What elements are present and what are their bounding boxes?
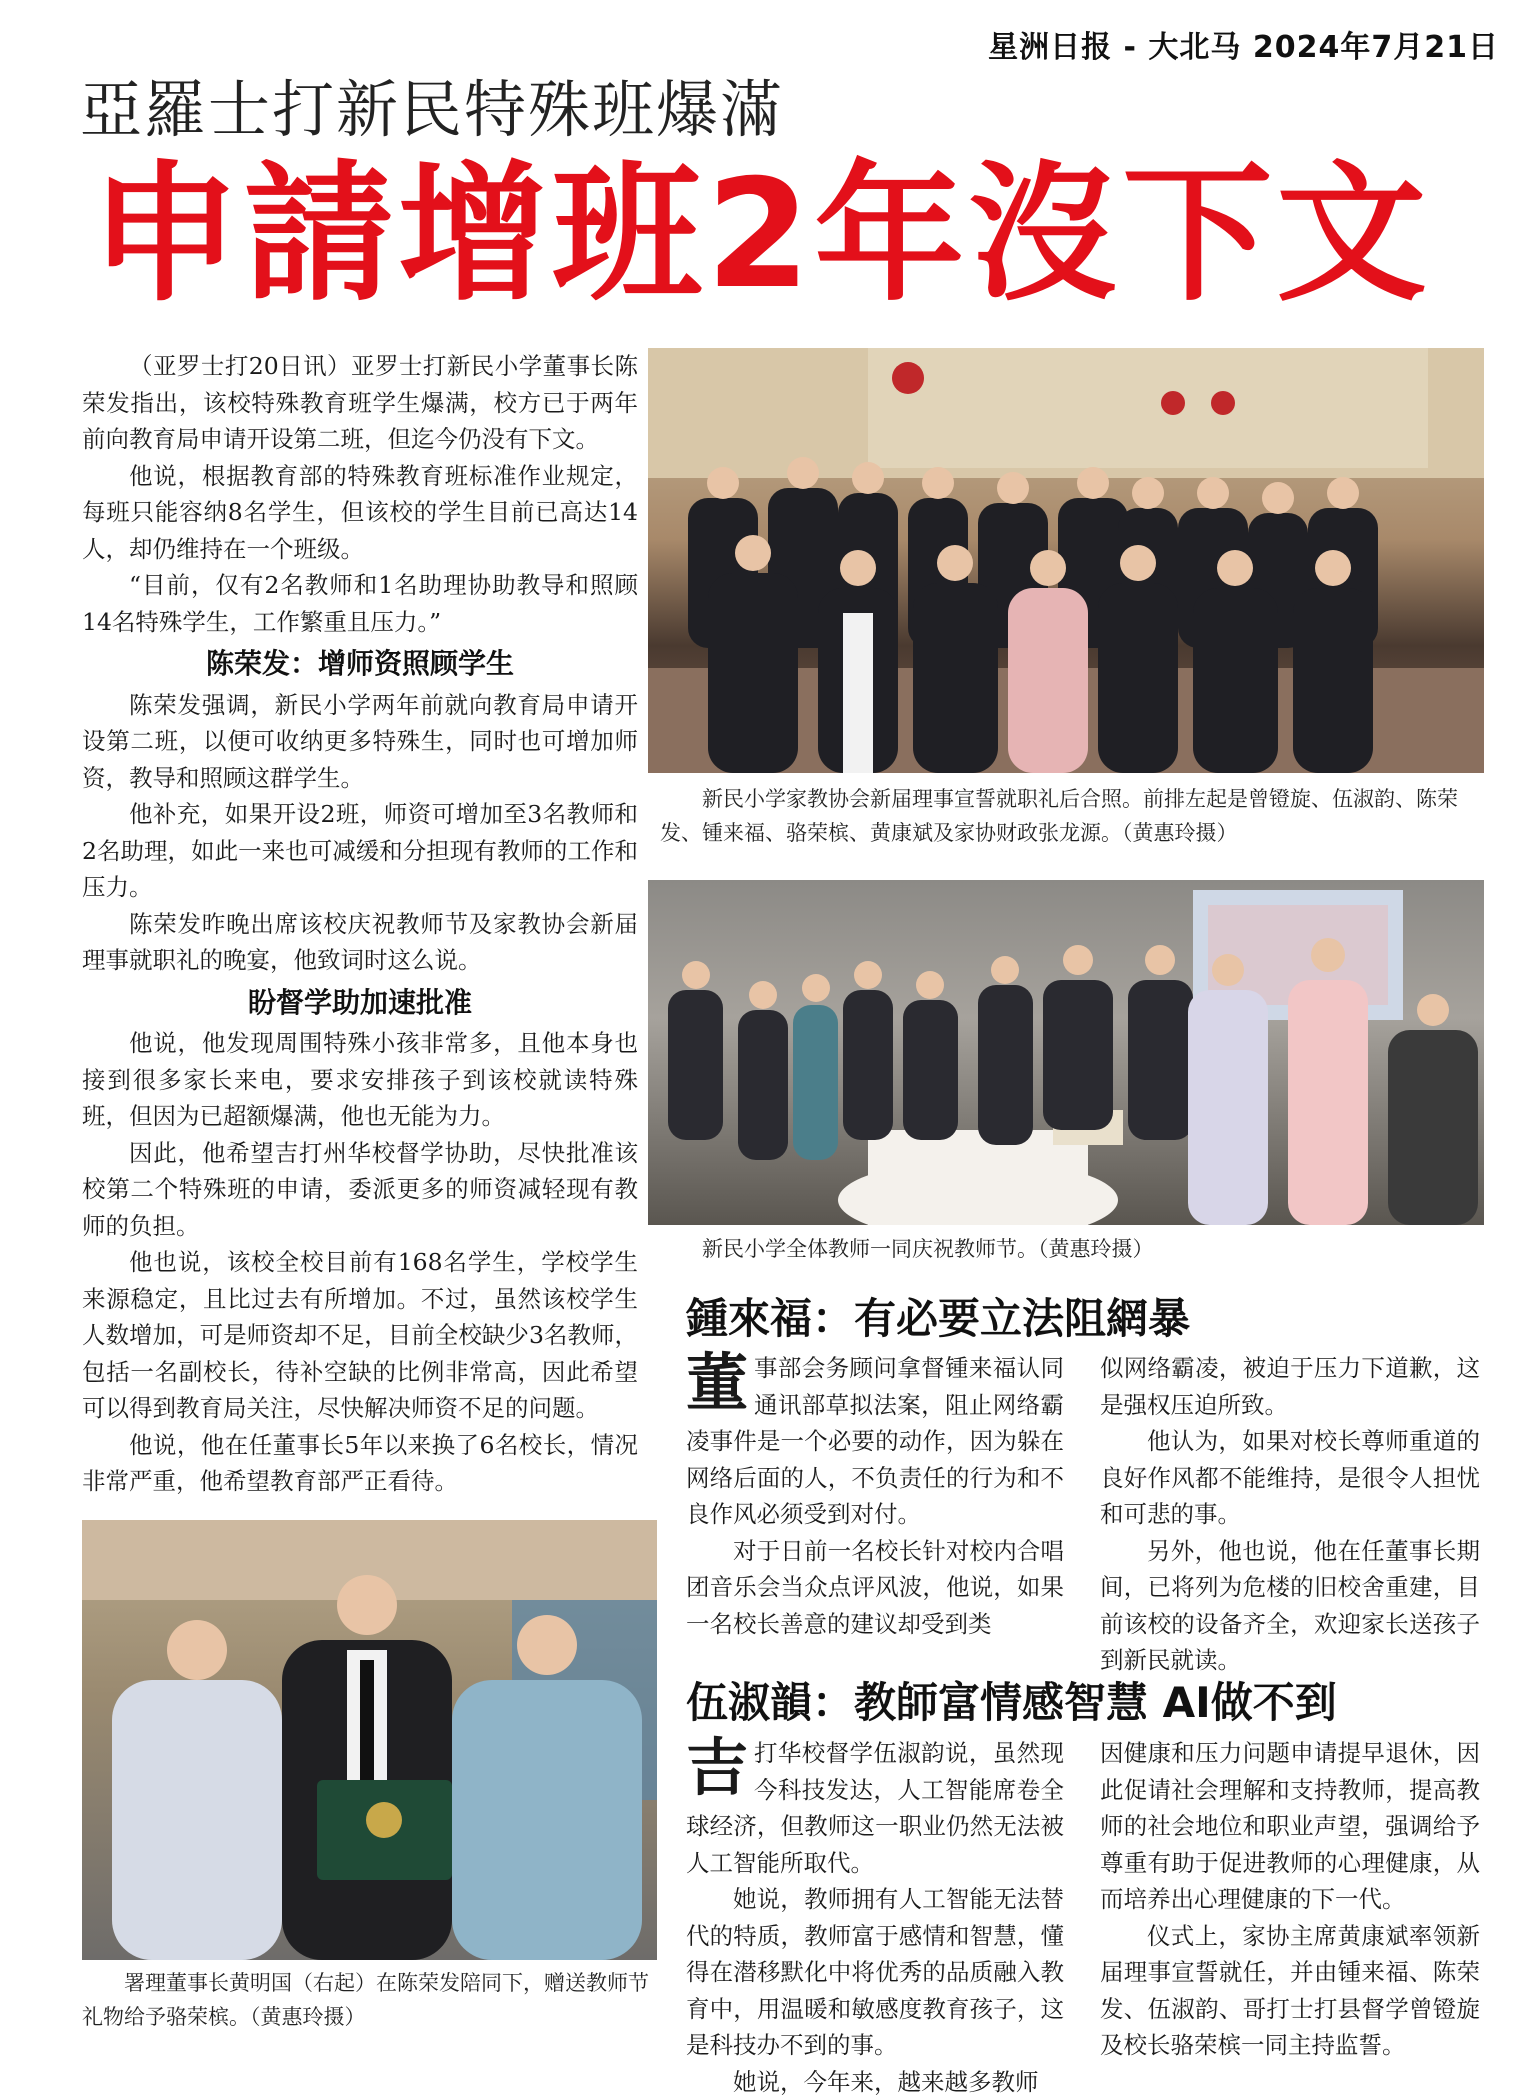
paragraph: 他说，根据教育部的特殊教育班标准作业规定，每班只能容纳8名学生，但该校的学生目前已高达14人，却仍维持在一个班级。	[82, 458, 638, 568]
photo-caption: 新民小学全体教师一同庆祝教师节。（黄惠玲摄）	[660, 1232, 1480, 1266]
photo-caption: 署理董事长黄明国（右起）在陈荣发陪同下，赠送教师节礼物给予骆荣槟。（黄惠玲摄）	[82, 1966, 657, 2034]
paragraph: 仪式上，家协主席黄康斌率领新届理事宣誓就任，并由锺来福、陈荣发、伍淑韵、哥打士打县督学曾镫旋及校长骆荣槟一同主持监誓。	[1100, 1918, 1480, 2064]
paragraph: “目前，仅有2名教师和1名助理协助教导和照顾14名特殊学生，工作繁重且压力。”	[82, 567, 638, 640]
celebration-photo-illustration	[648, 880, 1484, 1225]
paragraph: 另外，他也说，他在任董事长期间，已将列为危楼的旧校舍重建，目前该校的设备齐全，欢迎家长送孩子到新民就读。	[1100, 1533, 1480, 1679]
paragraph: 她说，教师拥有人工智能无法替代的特质，教师富于感情和智慧，懂得在潜移默化中将优秀的品质融入教育中，用温暖和敏感度教育孩子，这是科技办不到的事。	[686, 1881, 1064, 2064]
gift-photo-illustration	[82, 1520, 657, 1960]
main-headline: 申請增班2年沒下文	[90, 150, 1460, 320]
paragraph-text: 事部会务顾问拿督锺来福认同通讯部草拟法案，阻止网络霸凌事件是一个必要的动作，因为躲在网络后面的人，不负责任的行为和不良作风必须受到对付。	[686, 1354, 1064, 1528]
paragraph: 他说，他在任董事长5年以来换了6名校长，情况非常严重，他希望教育部严正看待。	[82, 1427, 638, 1500]
group-photo-illustration	[648, 348, 1484, 773]
kicker-headline: 亞羅士打新民特殊班爆滿	[80, 60, 784, 149]
subheading: 陈荣发：增师资照顾学生	[82, 646, 638, 683]
masthead: 星洲日报 - 大北马 2024年7月21日	[988, 22, 1499, 66]
section-headline: 伍淑韻：教師富情感智慧 AI做不到	[686, 1670, 1337, 1730]
gift-photo	[82, 1520, 657, 1960]
paragraph-text: 打华校督学伍淑韵说，虽然现今科技发达，人工智能席卷全球经济，但教师这一职业仍然无法被人工智能所取代。	[686, 1739, 1064, 1877]
group-photo	[648, 348, 1484, 773]
drop-cap: 董	[686, 1352, 748, 1414]
section2-left-column	[686, 1735, 1064, 2100]
paragraph: 他补充，如果开设2班，师资可增加至3名教师和2名助理，如此一来也可减缓和分担现有教师的工作和压力。	[82, 796, 638, 906]
paragraph: 他说，他发现周围特殊小孩非常多，且他本身也接到很多家长来电，要求安排孩子到该校就读特殊班，但因为已超额爆满，他也无能为力。	[82, 1025, 638, 1135]
paragraph: 陈荣发昨晚出席该校庆祝教师节及家教协会新届理事就职礼的晚宴，他致词时这么说。	[82, 906, 638, 979]
paragraph: 陈荣发强调，新民小学两年前就向教育局申请开设第二班，以便可收纳更多特殊生，同时也可增加师资，教导和照顾这群学生。	[82, 687, 638, 797]
paragraph: 似网络霸凌，被迫于压力下道歉，这是强权压迫所致。	[1100, 1350, 1480, 1423]
paragraph: 他也说，该校全校目前有168名学生，学校学生来源稳定，且比过去有所增加。不过，虽然该校学生人数增加，可是师资却不足，目前全校缺少3名教师，包括一名副校长，待补空缺的比例非常高，因此希望可以得到教育局关注，尽快解决师资不足的问题。	[82, 1244, 638, 1427]
section1-right-column	[1100, 1350, 1480, 1679]
paragraph: 对于日前一名校长针对校内合唱团音乐会当众点评风波，他说，如果一名校长善意的建议却受到类	[686, 1533, 1064, 1643]
drop-cap: 吉	[686, 1737, 748, 1799]
paragraph: 她说，今年来，越来越多教师	[686, 2064, 1064, 2100]
paragraph: 他认为，如果对校长尊师重道的良好作风都不能维持，是很令人担忧和可悲的事。	[1100, 1423, 1480, 1533]
subheading: 盼督学助加速批准	[82, 985, 638, 1022]
paragraph: 因此，他希望吉打州华校督学协助，尽快批准该校第二个特殊班的申请，委派更多的师资减轻现有教师的负担。	[82, 1135, 638, 1245]
section-headline: 鍾來福：有必要立法阻網暴	[686, 1286, 1190, 1346]
paragraph	[686, 1350, 1064, 1533]
main-article	[82, 348, 638, 1500]
paragraph: （亚罗士打20日讯）亚罗士打新民小学董事长陈荣发指出，该校特殊教育班学生爆满，校方已于两年前向教育局申请开设第二班，但迄今仍没有下文。	[82, 348, 638, 458]
paragraph: 因健康和压力问题申请提早退休，因此促请社会理解和支持教师，提高教师的社会地位和职业声望，强调给予尊重有助于促进教师的心理健康，从而培养出心理健康的下一代。	[1100, 1735, 1480, 1918]
photo-caption: 新民小学家教协会新届理事宣誓就职礼后合照。前排左起是曾镫旋、伍淑韵、陈荣发、锺来福、骆荣槟、黄康斌及家协财政张龙源。（黄惠玲摄）	[660, 782, 1480, 850]
section1-left-column	[686, 1350, 1064, 1642]
section2-right-column	[1100, 1735, 1480, 2064]
celebration-photo	[648, 880, 1484, 1225]
paragraph	[686, 1735, 1064, 1881]
